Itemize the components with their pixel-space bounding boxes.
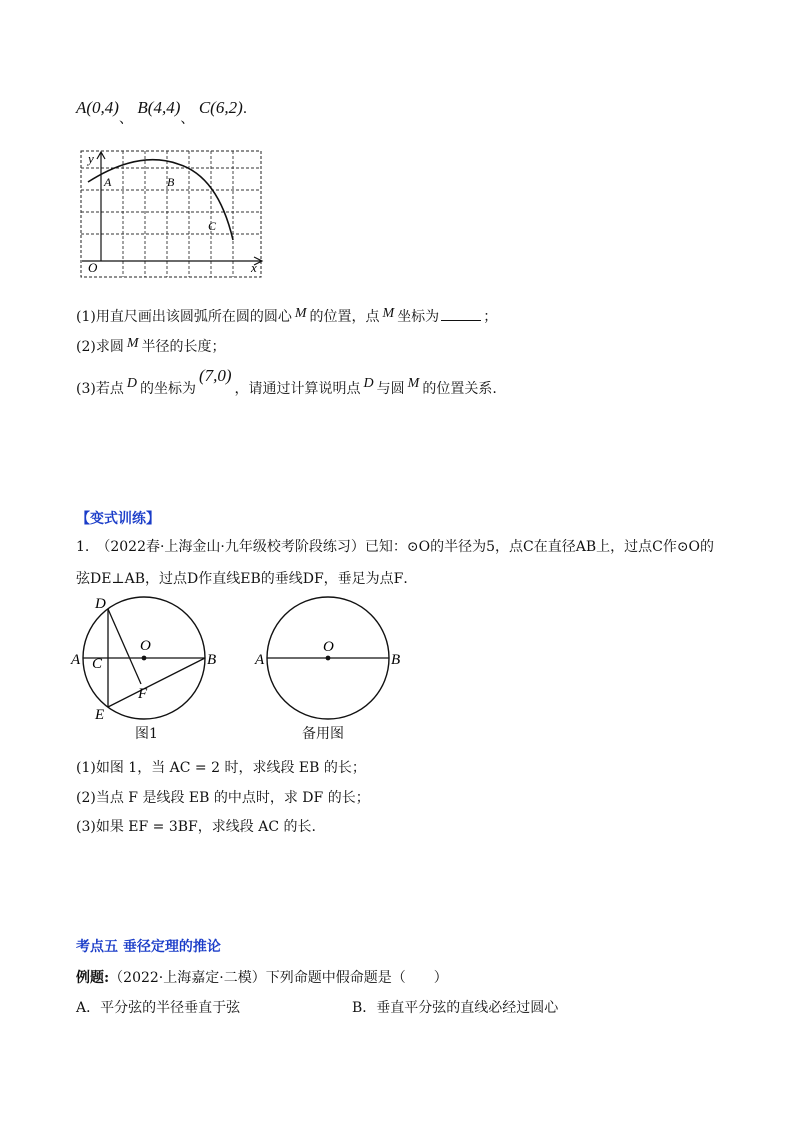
variant-subquestion-2: (2)当点 F 是线段 EB 的中点时，求 DF 的长； xyxy=(76,790,370,806)
variant-subquestion-3: (3)如果 EF = 3BF，求线段 AC 的长. xyxy=(76,819,316,835)
center-dot xyxy=(142,656,147,661)
label-d: D xyxy=(95,596,106,612)
symbol-d: D xyxy=(126,376,137,391)
option-b: B．垂直平分弦的直线必经过圆心 xyxy=(352,1000,559,1016)
label-o: O xyxy=(323,639,334,655)
coordinate-d: (7,0) xyxy=(198,366,232,385)
question-1 xyxy=(76,306,497,328)
question-text: 与圆 xyxy=(376,381,405,397)
answer-blank xyxy=(441,306,481,321)
question-2 xyxy=(76,337,226,358)
point-b: B(4,4) xyxy=(137,98,181,117)
example-text: （2022·上海嘉定·二模）下列命题中假命题是（ ） xyxy=(109,970,448,986)
label-a: A xyxy=(104,175,112,189)
question-text: 半径的长度； xyxy=(141,339,226,355)
label-b: B xyxy=(167,175,175,189)
label-e: E xyxy=(95,707,105,723)
question-text: (2)求圆 xyxy=(76,339,124,355)
line-eb xyxy=(108,658,205,707)
separator: 、 xyxy=(118,111,133,127)
label-o: O xyxy=(88,260,98,275)
coordinate-list xyxy=(76,98,248,127)
question-text: 的位置，点 xyxy=(309,309,380,325)
period: . xyxy=(242,101,248,117)
symbol-d: D xyxy=(363,376,374,391)
label-c: C xyxy=(92,656,103,672)
question-3 xyxy=(76,366,497,400)
question-text: (3)若点 xyxy=(76,381,124,397)
grid-arc-figure xyxy=(78,148,268,283)
question-text: 坐标为 xyxy=(397,309,440,325)
symbol-m: M xyxy=(294,306,307,321)
question-text: ； xyxy=(483,309,498,325)
option-a: A．平分弦的半径垂直于弦 xyxy=(76,1000,241,1016)
question-text: 的位置关系. xyxy=(422,381,497,397)
question-text: 的坐标为 xyxy=(139,381,196,397)
label-a: A xyxy=(71,652,81,668)
question-text: (1)用直尺画出该圆弧所在圆的圆心 xyxy=(76,309,292,325)
grid-lines xyxy=(81,151,261,277)
line-df xyxy=(108,609,141,684)
separator: 、 xyxy=(180,111,195,127)
center-dot xyxy=(326,656,331,661)
label-b: B xyxy=(391,652,401,668)
section-heading: 考点五 垂径定理的推论 xyxy=(76,939,221,955)
symbol-m: M xyxy=(407,376,420,391)
example-label: 例题: xyxy=(76,970,110,986)
example-line xyxy=(76,968,448,988)
grid-border xyxy=(81,151,261,277)
symbol-m: M xyxy=(382,306,395,321)
variant-problem-line1: 1. （2022春·上海金山·九年级校考阶段练习）已知：⊙O的半径为5，点C在直径AB上，过点C作⊙O的 xyxy=(76,539,715,555)
symbol-m: M xyxy=(126,336,139,351)
question-text: ，请通过计算说明点 xyxy=(234,381,361,397)
figure-1-caption: 图1 xyxy=(135,726,158,742)
label-y: y xyxy=(88,151,94,166)
circle-figure-backup xyxy=(250,594,410,724)
point-c: C(6,2) xyxy=(198,98,243,117)
variant-heading: 【变式训练】 xyxy=(76,511,160,527)
label-c: C xyxy=(208,219,217,233)
point-a: A(0,4) xyxy=(76,98,119,117)
backup-figure-caption: 备用图 xyxy=(302,726,344,742)
label-a: A xyxy=(255,652,265,668)
label-b: B xyxy=(207,652,217,668)
variant-problem-line2: 弦DE⊥AB，过点D作直线EB的垂线DF，垂足为点F． xyxy=(76,571,418,587)
variant-subquestion-1: (1)如图 1，当 AC = 2 时，求线段 EB 的长； xyxy=(76,760,366,776)
label-o: O xyxy=(140,638,151,654)
label-f: F xyxy=(138,686,148,702)
label-x: x xyxy=(251,260,257,275)
